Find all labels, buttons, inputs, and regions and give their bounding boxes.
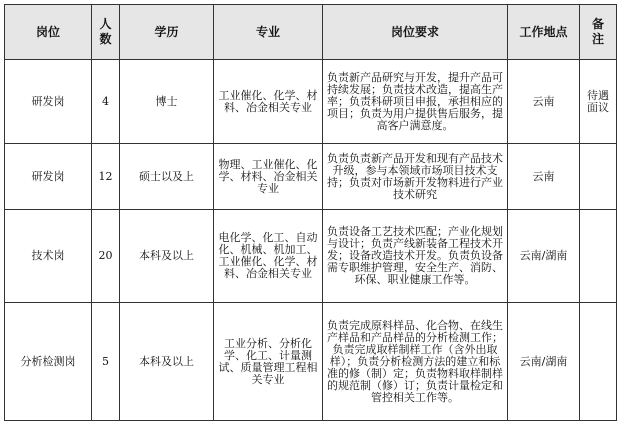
recruitment-table: [4, 4, 617, 421]
header-position: 岗位: [5, 5, 92, 60]
cell-requirements: 负责新产品研究与开发，提升产品可持续发展；负责技术改造，提高生产率；负责科研项目申报，承担相应的项目；负责为用户提供售后服务，提高客户满意度。: [323, 60, 508, 144]
cell-count: 20: [92, 210, 120, 303]
cell-position: 研发岗: [5, 144, 92, 210]
header-requirements: 岗位要求: [323, 5, 508, 60]
cell-count: 4: [92, 60, 120, 144]
table-row: [5, 303, 617, 421]
cell-requirements: 负责完成原料样品、化合物、在线生产样品和产品样品的分析检测工作；负责完成取样制样工作（含外出取样）；负责分析检测方法的建立和标准的修（制）定；负责物料取样制样的规范制（修）订；负责计量检定和管控相关工作等。: [323, 303, 508, 421]
cell-location: 云南/湖南: [508, 303, 580, 421]
cell-location: 云南: [508, 60, 580, 144]
table-row: [5, 60, 617, 144]
cell-position: 技术岗: [5, 210, 92, 303]
header-note-label: 备注: [591, 17, 604, 46]
cell-note: [580, 303, 617, 421]
cell-requirements: 负责负责新产品开发和现有产品技术升级，参与本领域市场项目技术支持；负责对市场新开发物料进行产业技术研究: [323, 144, 508, 210]
cell-education: 博士: [120, 60, 214, 144]
header-location: 工作地点: [508, 5, 580, 60]
cell-location: 云南/湖南: [508, 210, 580, 303]
cell-major: 工业催化、化学、材料、冶金相关专业: [214, 60, 323, 144]
cell-position: 研发岗: [5, 60, 92, 144]
cell-major: 物理、工业催化、化学、材料、冶金相关专业: [214, 144, 323, 210]
table-row: [5, 210, 617, 303]
cell-major: 工业分析、分析化学、化工、计量测试、质量管理工程相关专业: [214, 303, 323, 421]
cell-requirements: 负责设备工艺技术匹配；产业化规划与设计；负责产线新装备工程技术开发；设备改造技术开发。负责负设备需专职维护管理，安全生产、消防、环保、职业健康工作等。: [323, 210, 508, 303]
cell-note: [580, 210, 617, 303]
cell-education: 硕士以及上: [120, 144, 214, 210]
cell-major: 电化学、化工、自动化、机械、机加工、工业催化、化学、材料、冶金相关专业: [214, 210, 323, 303]
cell-note: 待遇面议: [580, 60, 617, 144]
header-count-label: 人数: [99, 17, 112, 46]
cell-note: [580, 144, 617, 210]
header-education: 学历: [120, 5, 214, 60]
cell-count: 5: [92, 303, 120, 421]
table-row: [5, 144, 617, 210]
cell-position: 分析检测岗: [5, 303, 92, 421]
cell-education: 本科及以上: [120, 303, 214, 421]
cell-location: 云南: [508, 144, 580, 210]
cell-count: 12: [92, 144, 120, 210]
header-count: [92, 5, 120, 60]
cell-education: 本科及以上: [120, 210, 214, 303]
header-row: [5, 5, 617, 60]
header-note: [580, 5, 617, 60]
header-major: 专业: [214, 5, 323, 60]
